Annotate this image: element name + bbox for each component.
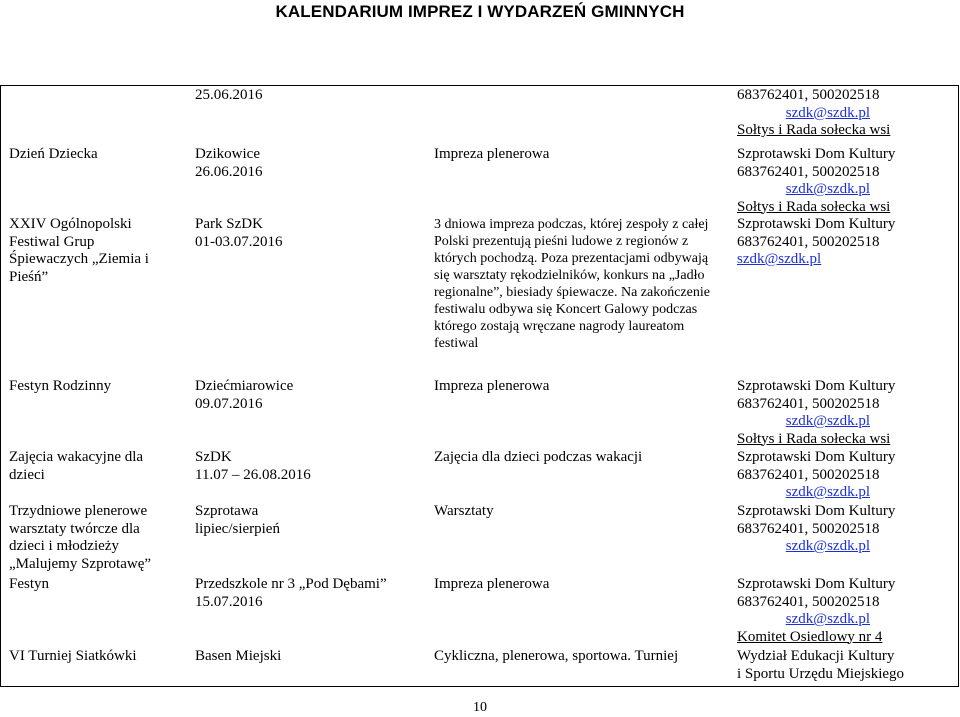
- row-event: VI Turniej Siatkówki: [9, 648, 137, 664]
- row-contact-organizer: Szprotawski Dom Kultury: [737, 216, 896, 232]
- table-row: [0, 503, 957, 573]
- row-place-date: 26.06.2016: [195, 163, 263, 180]
- row-contact-organizer: Szprotawski Dom Kultury: [737, 146, 896, 162]
- row-event: Dzień Dziecka: [9, 146, 98, 162]
- row-place-date: 09.07.2016: [195, 395, 263, 412]
- row-contact-organizer: Szprotawski Dom Kultury: [737, 378, 896, 394]
- row-event-line: Pieśń”: [9, 268, 49, 285]
- table-row: [0, 576, 957, 646]
- row-contact-phone: 683762401, 500202518: [737, 395, 880, 412]
- page-title: KALENDARIUM IMPREZ I WYDARZEŃ GMINNYCH: [275, 2, 685, 21]
- row-contact-phone: 683762401, 500202518: [737, 163, 880, 180]
- row-contact-organizer: Wydział Edukacji Kultury: [737, 648, 895, 664]
- row-place-name: Przedszkole nr 3 „Pod Dębami”: [195, 576, 387, 592]
- row-contact-email[interactable]: szdk@szdk.pl: [785, 611, 870, 627]
- row-event-line: Festiwal Grup: [9, 233, 95, 250]
- row-event-line: XXIV Ogólnopolski: [9, 216, 132, 232]
- row-type-description: 3 dniowa impreza podczas, której zespoły z całej Polski prezentują pieśni ludowe z regionów z których pochodzą. Poza prezentacjami odbywają się warsztaty rękodzielników, konkurs na „Jadło regionalne”, biesiady śpiewacze. Na zakończenie festiwalu odbywa się Koncert Galowy podczas którego zostają wręczane nagrody laureatom festiwal: [434, 217, 710, 351]
- row-type: Impreza plenerowa: [434, 378, 550, 394]
- row-event: Festyn Rodzinny: [9, 378, 112, 394]
- row-contact-cohost: Komitet Osiedlowy nr 4: [737, 628, 883, 645]
- row-event-line: Trzydniowe plenerowe: [9, 503, 148, 519]
- table-row: [0, 216, 957, 376]
- row-event-line: dzieci: [9, 466, 45, 483]
- table-row: [0, 146, 957, 215]
- row-type: Impreza plenerowa: [434, 576, 550, 592]
- row-contact-email[interactable]: szdk@szdk.pl: [785, 104, 870, 121]
- row-contact-email[interactable]: szdk@szdk.pl: [737, 251, 822, 267]
- row-type: Impreza plenerowa: [434, 146, 550, 162]
- row-contact-email[interactable]: szdk@szdk.pl: [785, 538, 870, 554]
- row-contact-phone: 683762401, 500202518: [737, 520, 880, 537]
- row-event-line: warsztaty twórcze dla: [9, 520, 140, 537]
- row-type: Cykliczna, plenerowa, sportowa. Turniej: [434, 648, 679, 664]
- row-contact-email[interactable]: szdk@szdk.pl: [785, 413, 870, 429]
- row-place-name: SzDK: [195, 449, 232, 465]
- table-row: [0, 648, 957, 684]
- row-place-date: 15.07.2016: [195, 593, 263, 610]
- row-place-name: Dziećmiarowice: [195, 378, 294, 394]
- row-place-name: Dzikowice: [195, 146, 260, 162]
- row-contact-phone: 683762401, 500202518: [737, 233, 880, 250]
- row-contact-organizer: Szprotawski Dom Kultury: [737, 576, 896, 592]
- table-row: [0, 87, 957, 139]
- row-contact-cohost: Sołtys i Rada sołecka wsi: [737, 430, 891, 447]
- row-place: Basen Miejski: [195, 648, 282, 664]
- row-type: Zajęcia dla dzieci podczas wakacji: [434, 449, 643, 465]
- row-place-name: Park SzDK: [195, 216, 263, 232]
- row-contact-phone: 683762401, 500202518: [737, 87, 880, 103]
- row-contact-organizer: Sołtys i Rada sołecka wsi: [737, 122, 891, 138]
- row-contact-cohost: Sołtys i Rada sołecka wsi: [737, 198, 891, 215]
- row-contact-organizer: Szprotawski Dom Kultury: [737, 503, 896, 519]
- row-place: 25.06.2016: [195, 87, 263, 103]
- row-place-name: Szprotawa: [195, 503, 259, 519]
- table-row: [0, 378, 957, 446]
- row-contact-organizer: Szprotawski Dom Kultury: [737, 449, 896, 465]
- row-event: Festyn: [9, 576, 50, 592]
- row-event-line: Zajęcia wakacyjne dla: [9, 449, 144, 465]
- row-contact-organizer-line2: i Sportu Urzędu Miejskiego: [737, 665, 905, 682]
- page-number: 10: [473, 700, 487, 715]
- row-contact-phone: 683762401, 500202518: [737, 466, 880, 483]
- row-place-date: 01-03.07.2016: [195, 233, 283, 250]
- row-type: Warsztaty: [434, 503, 494, 519]
- row-contact-email[interactable]: szdk@szdk.pl: [785, 181, 870, 197]
- row-contact-email[interactable]: szdk@szdk.pl: [785, 484, 870, 500]
- row-place-date: lipiec/sierpień: [195, 520, 280, 537]
- row-contact-phone: 683762401, 500202518: [737, 593, 880, 610]
- row-place-date: 11.07 – 26.08.2016: [195, 466, 311, 483]
- row-event-line: „Malujemy Szprotawę”: [9, 555, 152, 572]
- table-row: [0, 449, 957, 501]
- row-event-line: dzieci i młodzieży: [9, 538, 119, 554]
- row-event-line: Śpiewaczych „Ziemia i: [9, 251, 149, 267]
